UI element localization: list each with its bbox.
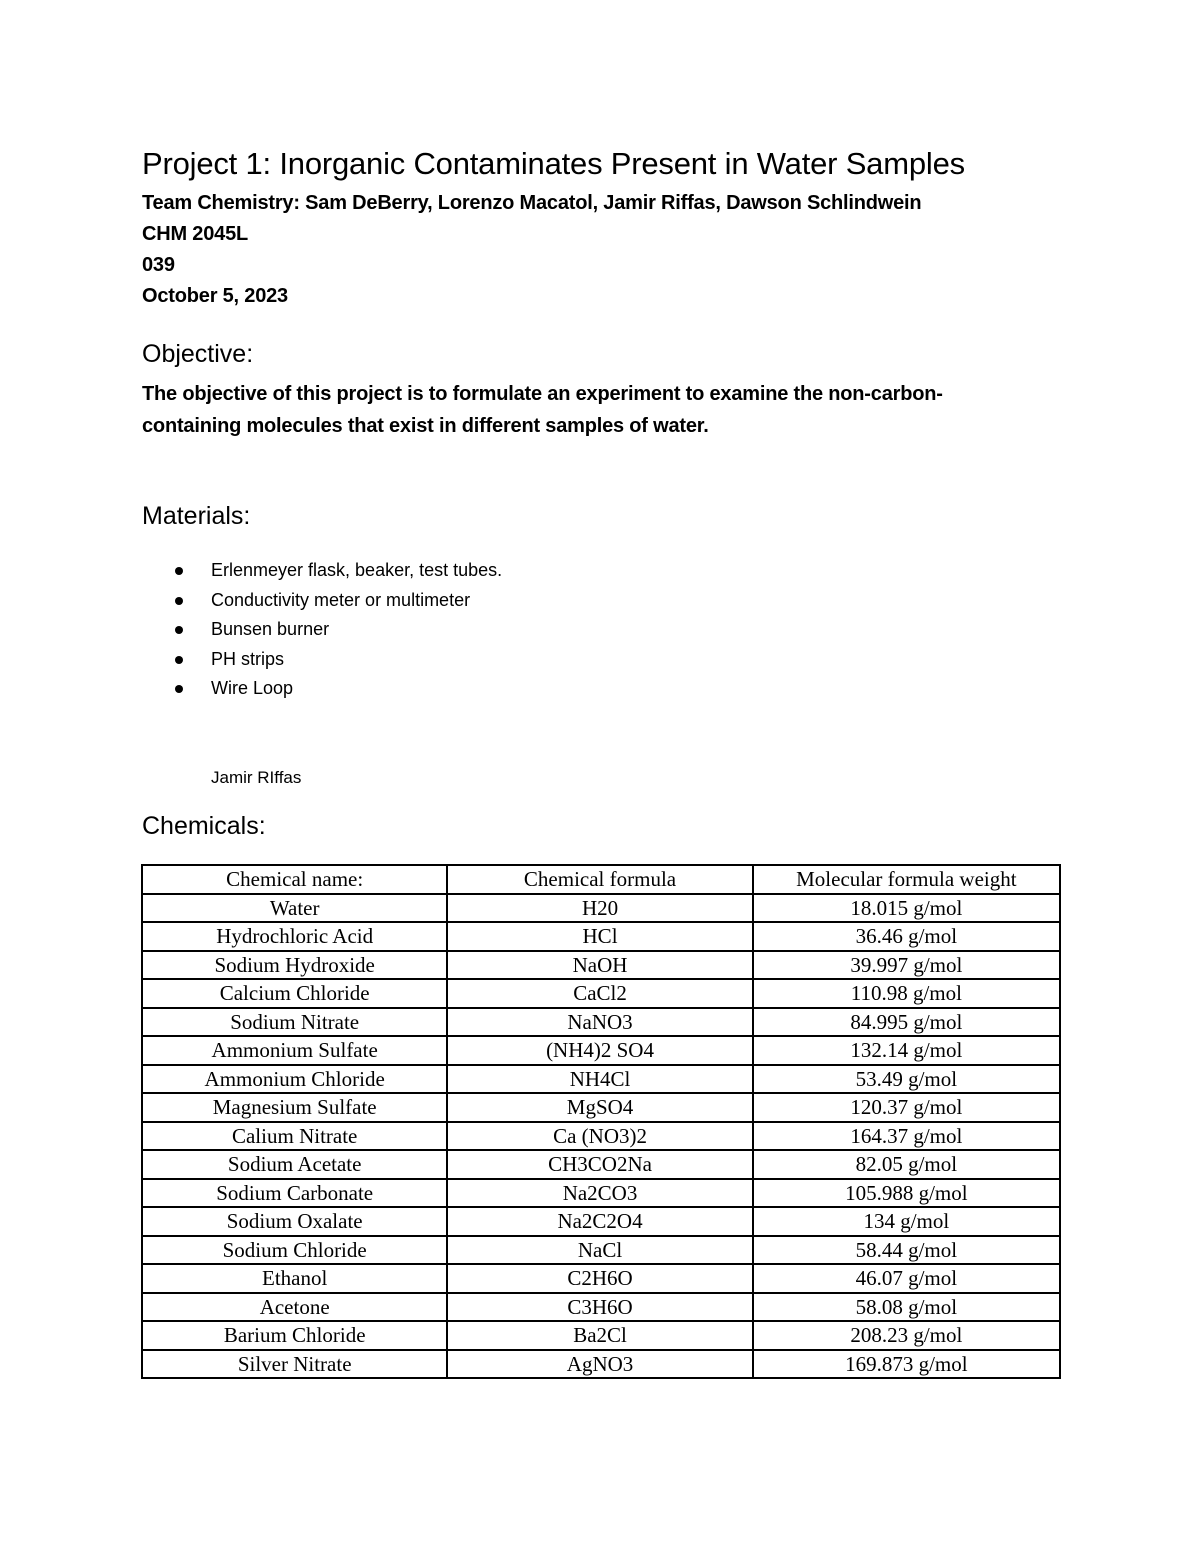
chemicals-heading: Chemicals: (142, 811, 266, 840)
chemical-name-cell: Silver Nitrate (142, 1350, 447, 1379)
chemical-name-cell: Acetone (142, 1293, 447, 1322)
table-row (142, 1122, 1060, 1151)
objective-heading: Objective: (142, 340, 254, 368)
chemical-formula-cell: C3H6O (447, 1293, 752, 1322)
chemical-name-cell: Water (142, 894, 447, 923)
molecular-weight-cell: 18.015 g/mol (753, 894, 1060, 923)
molecular-weight-cell: 82.05 g/mol (753, 1150, 1060, 1179)
chemical-name-cell: Ammonium Sulfate (142, 1036, 447, 1065)
table-row (142, 1150, 1060, 1179)
chemical-name-cell: Barium Chloride (142, 1321, 447, 1350)
molecular-weight-cell: 208.23 g/mol (753, 1321, 1060, 1350)
column-header-formula: Chemical formula (447, 865, 752, 894)
chemicals-table (141, 864, 1061, 1379)
table-row (142, 894, 1060, 923)
chemical-formula-cell: HCl (447, 922, 752, 951)
molecular-weight-cell: 58.44 g/mol (753, 1236, 1060, 1265)
molecular-weight-cell: 120.37 g/mol (753, 1093, 1060, 1122)
chemical-name-cell: Calium Nitrate (142, 1122, 447, 1151)
molecular-weight-cell: 84.995 g/mol (753, 1008, 1060, 1037)
molecular-weight-cell: 39.997 g/mol (753, 951, 1060, 980)
molecular-weight-cell: 132.14 g/mol (753, 1036, 1060, 1065)
molecular-weight-cell: 46.07 g/mol (753, 1264, 1060, 1293)
chemical-formula-cell: (NH4)2 SO4 (447, 1036, 752, 1065)
molecular-weight-cell: 169.873 g/mol (753, 1350, 1060, 1379)
chemical-formula-cell: NH4Cl (447, 1065, 752, 1094)
chemical-formula-cell: Na2CO3 (447, 1179, 752, 1208)
document-page (142, 140, 1062, 844)
molecular-weight-cell: 134 g/mol (753, 1207, 1060, 1236)
chemical-formula-cell: CaCl2 (447, 979, 752, 1008)
chemical-name-cell: Sodium Chloride (142, 1236, 447, 1265)
table-row (142, 1093, 1060, 1122)
list-item: Conductivity meter or multimeter (142, 586, 1062, 616)
chemical-name-cell: Sodium Carbonate (142, 1179, 447, 1208)
chemical-name-cell: Ammonium Chloride (142, 1065, 447, 1094)
chemical-name-cell: Calcium Chloride (142, 979, 447, 1008)
table-row (142, 1207, 1060, 1236)
table-row (142, 951, 1060, 980)
author-note: Jamir RIffas (211, 767, 302, 787)
document-date: October 5, 2023 (142, 285, 288, 307)
section-number: 039 (142, 254, 175, 276)
molecular-weight-cell: 58.08 g/mol (753, 1293, 1060, 1322)
chemical-name-cell: Sodium Nitrate (142, 1008, 447, 1037)
materials-heading: Materials: (142, 502, 251, 530)
team-members: Team Chemistry: Sam DeBerry, Lorenzo Macatol, Jamir Riffas, Dawson Schlindwein (142, 192, 922, 214)
chemical-name-cell: Magnesium Sulfate (142, 1093, 447, 1122)
table-row (142, 1321, 1060, 1350)
table-row (142, 1264, 1060, 1293)
column-header-weight: Molecular formula weight (753, 865, 1060, 894)
document-title: Project 1: Inorganic Contaminates Present in Water Samples (142, 146, 965, 181)
chemical-formula-cell: Ba2Cl (447, 1321, 752, 1350)
chemical-formula-cell: C2H6O (447, 1264, 752, 1293)
chemical-name-cell: Sodium Acetate (142, 1150, 447, 1179)
table-header-row (142, 865, 1060, 894)
chemicals-table-body (142, 894, 1060, 1379)
chemical-formula-cell: Na2C2O4 (447, 1207, 752, 1236)
course-code: CHM 2045L (142, 223, 249, 245)
chemical-formula-cell: Ca (NO3)2 (447, 1122, 752, 1151)
table-row (142, 1179, 1060, 1208)
table-row (142, 922, 1060, 951)
molecular-weight-cell: 164.37 g/mol (753, 1122, 1060, 1151)
chemical-name-cell: Sodium Oxalate (142, 1207, 447, 1236)
molecular-weight-cell: 53.49 g/mol (753, 1065, 1060, 1094)
chemical-formula-cell: NaCl (447, 1236, 752, 1265)
objective-text: The objective of this project is to formulate an experiment to examine the non-carbon-containing molecules that exist in different samples of water. (142, 383, 943, 437)
table-row (142, 1008, 1060, 1037)
list-item: Erlenmeyer flask, beaker, test tubes. (142, 556, 1062, 586)
table-row (142, 1293, 1060, 1322)
table-row (142, 1036, 1060, 1065)
chemical-name-cell: Ethanol (142, 1264, 447, 1293)
molecular-weight-cell: 110.98 g/mol (753, 979, 1060, 1008)
list-item: PH strips (142, 645, 1062, 675)
chemical-formula-cell: MgSO4 (447, 1093, 752, 1122)
chemical-formula-cell: CH3CO2Na (447, 1150, 752, 1179)
chemical-formula-cell: NaNO3 (447, 1008, 752, 1037)
table-row (142, 1236, 1060, 1265)
list-item: Wire Loop (142, 674, 1062, 704)
chemical-formula-cell: H20 (447, 894, 752, 923)
molecular-weight-cell: 105.988 g/mol (753, 1179, 1060, 1208)
table-row (142, 979, 1060, 1008)
chemical-name-cell: Sodium Hydroxide (142, 951, 447, 980)
chemical-name-cell: Hydrochloric Acid (142, 922, 447, 951)
table-row (142, 1350, 1060, 1379)
column-header-name: Chemical name: (142, 865, 447, 894)
list-item: Bunsen burner (142, 615, 1062, 645)
molecular-weight-cell: 36.46 g/mol (753, 922, 1060, 951)
table-row (142, 1065, 1060, 1094)
materials-list (142, 556, 1062, 704)
chemical-formula-cell: NaOH (447, 951, 752, 980)
chemical-formula-cell: AgNO3 (447, 1350, 752, 1379)
